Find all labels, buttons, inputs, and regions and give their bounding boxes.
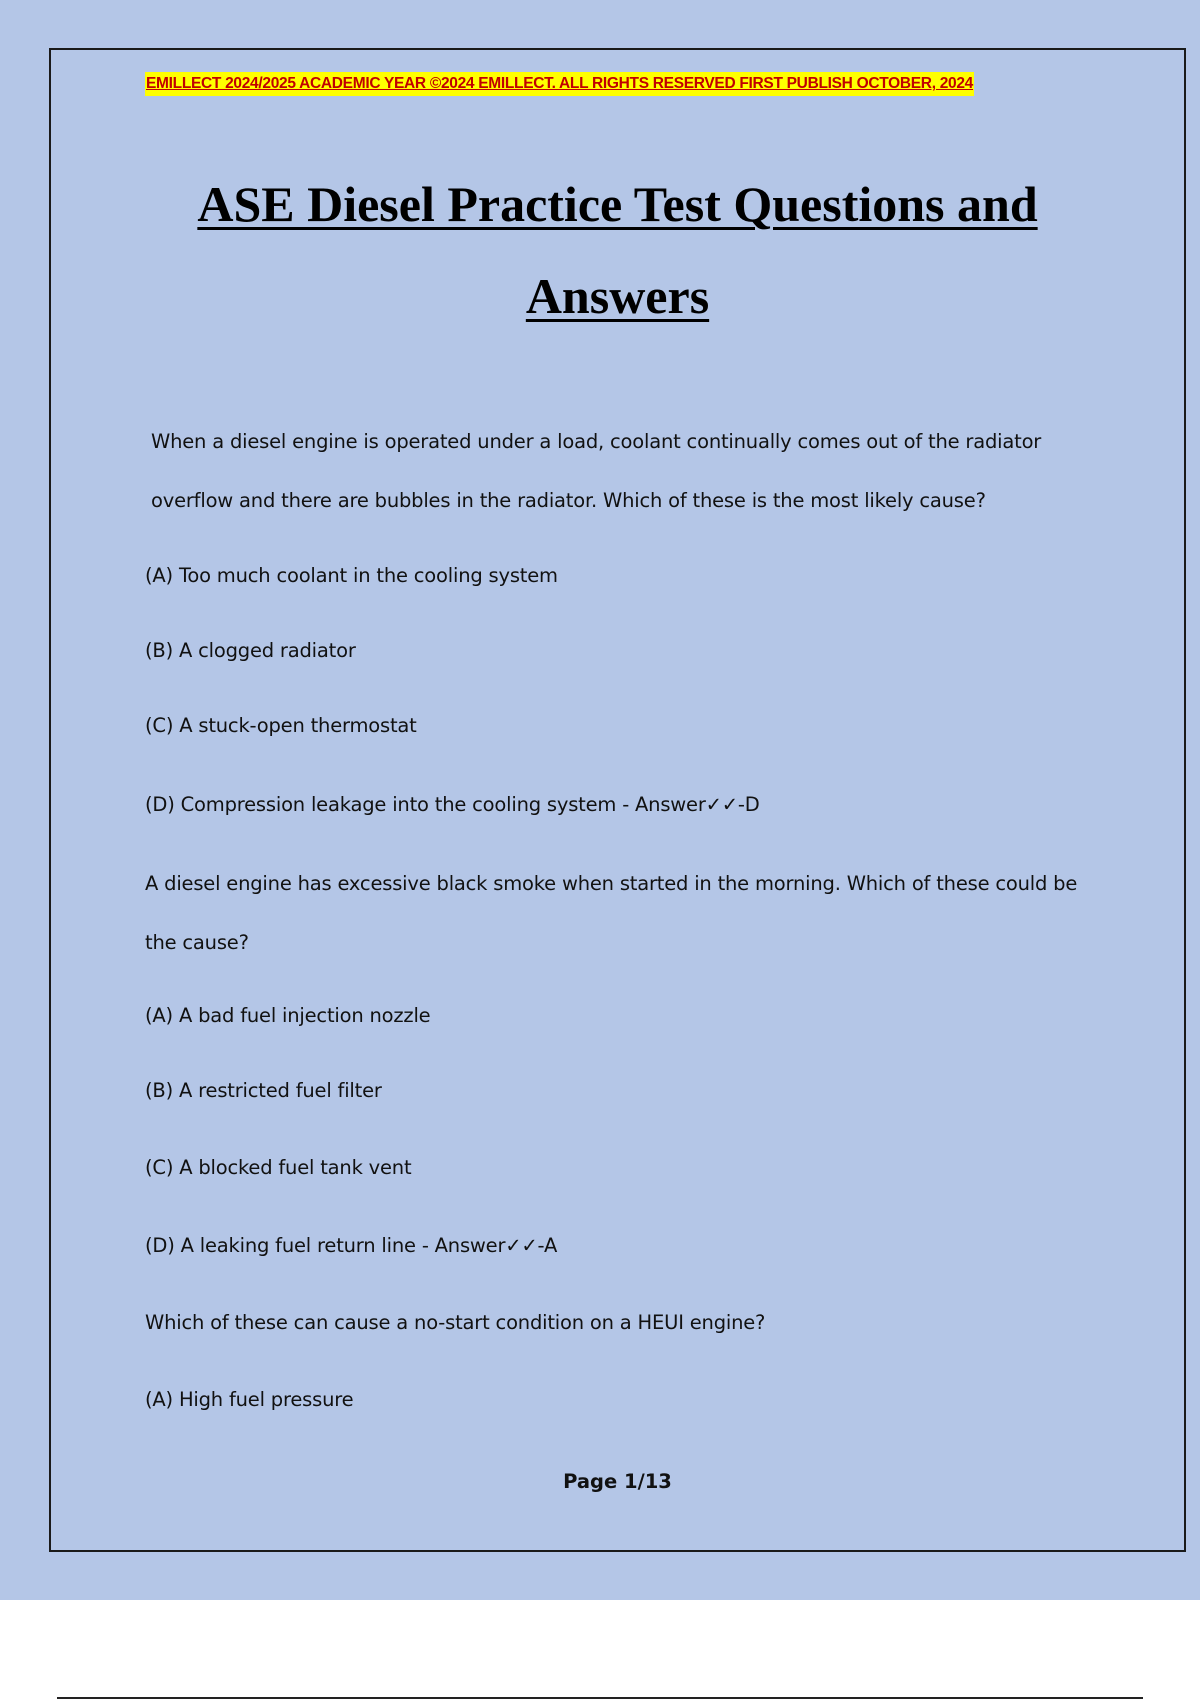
title-line-1: ASE Diesel Practice Test Questions and bbox=[197, 176, 1038, 232]
question-2-option-a: (A) A bad fuel injection nozzle bbox=[145, 1004, 431, 1027]
document-title bbox=[130, 158, 1105, 342]
question-1-text: When a diesel engine is operated under a load, coolant continually comes out of the radiator overflow and there are bubbles in the radiator. Which of these is the most likely cause? bbox=[151, 430, 1042, 512]
copyright-notice: EMILLECT 2024/2025 ACADEMIC YEAR ©2024 EMILLECT. ALL RIGHTS RESERVED FIRST PUBLISH OCTOBER, 2024 bbox=[145, 72, 974, 96]
question-2-option-b: (B) A restricted fuel filter bbox=[145, 1079, 382, 1102]
question-1-option-d-answer: (D) Compression leakage into the cooling system - Answer✓✓-D bbox=[145, 793, 760, 816]
question-1-option-a: (A) Too much coolant in the cooling system bbox=[145, 564, 558, 587]
footer-divider bbox=[57, 1697, 1143, 1699]
question-1-option-c: (C) A stuck-open thermostat bbox=[145, 714, 417, 737]
question-3-text: Which of these can cause a no-start condition on a HEUI engine? bbox=[145, 1311, 766, 1334]
page-number: Page 1/13 bbox=[563, 1470, 672, 1493]
title-line-2: Answers bbox=[525, 268, 710, 324]
question-3-option-a: (A) High fuel pressure bbox=[145, 1388, 354, 1411]
question-2-text: A diesel engine has excessive black smoke when started in the morning. Which of these could be the cause? bbox=[145, 872, 1078, 954]
question-2-option-c: (C) A blocked fuel tank vent bbox=[145, 1156, 412, 1179]
question-1-option-b: (B) A clogged radiator bbox=[145, 639, 356, 662]
question-2-option-d-answer: (D) A leaking fuel return line - Answer✓✓-A bbox=[145, 1234, 558, 1257]
